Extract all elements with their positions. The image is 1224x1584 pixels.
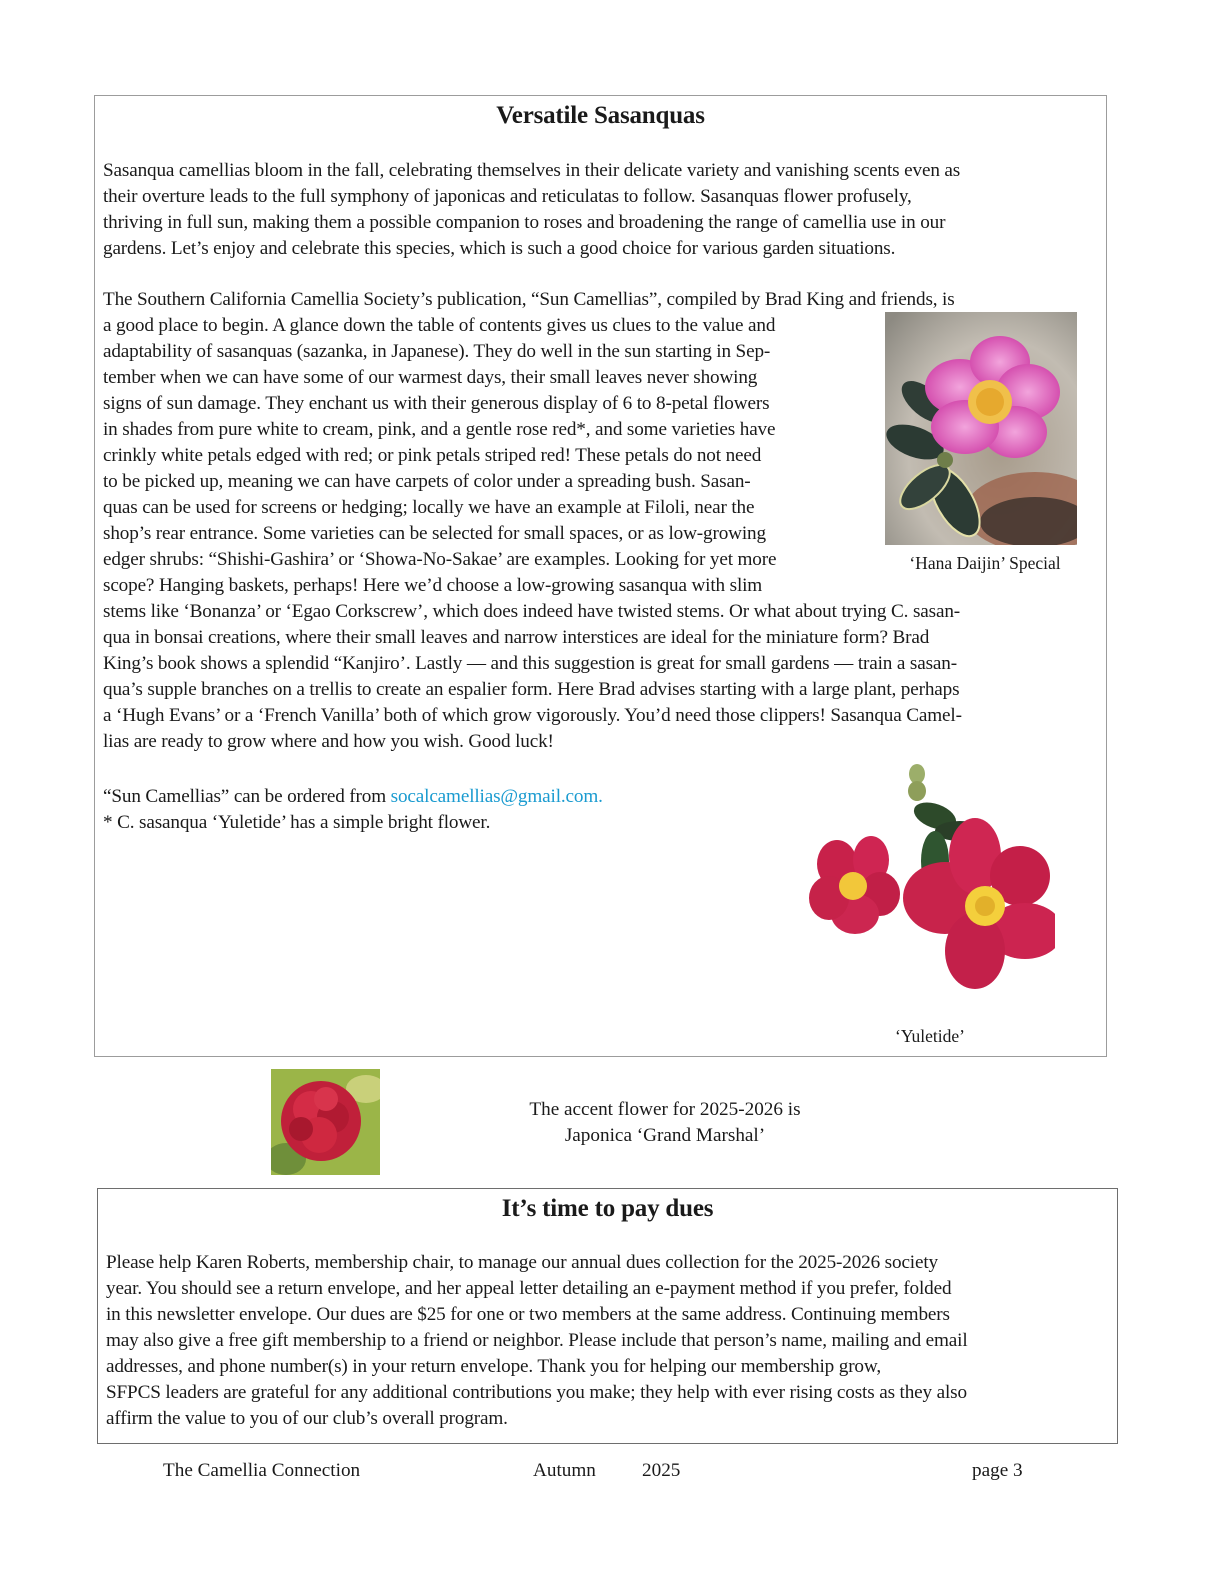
text-line: thriving in full sun, making them a possible companion to roses and broadening the range of camellia use in our <box>103 212 946 233</box>
footnote: * C. sasanqua ‘Yuletide’ has a simple bright flower. <box>103 812 491 833</box>
text-line: qua in bonsai creations, where their small leaves and narrow interstices are ideal for the miniature form? Brad <box>103 627 930 648</box>
text-line: scope? Hanging baskets, perhaps! Here we’d choose a low-growing sasanqua with slim <box>103 575 763 596</box>
text-line: King’s book shows a splendid “Kanjiro’. Lastly — and this suggestion is great for small gardens — train a sasan- <box>103 653 957 674</box>
accent-line-2: Japonica ‘Grand Marshal’ <box>564 1125 766 1146</box>
text-line: stems like ‘Bonanza’ or ‘Egao Corkscrew’, which does indeed have twisted stems. Or what about trying C. sasan- <box>103 601 961 622</box>
text-line: in shades from pure white to cream, pink, and a gentle rose red*, and some varieties have <box>103 419 776 440</box>
text-line: lias are ready to grow where and how you wish. Good luck! <box>103 731 554 752</box>
grand-marshal-photo <box>271 1069 380 1175</box>
text-line: The Southern California Camellia Society’s publication, “Sun Camellias”, compiled by Brad King and friends, is <box>103 289 955 310</box>
article-title: Versatile Sasanquas <box>496 102 705 129</box>
hana-daijin-caption: ‘Hana Daijin’ Special <box>909 553 1061 573</box>
article-versatile-sasanquas <box>94 95 1107 1057</box>
text-line: shop’s rear entrance. Some varieties can be selected for small spaces, or as low-growing <box>103 523 766 544</box>
text-line: a ‘Hugh Evans’ or a ‘French Vanilla’ both of which grow vigorously. You’d need those clippers! Sasanqua Camel- <box>103 705 962 726</box>
footer-page-number: page 3 <box>972 1460 1023 1481</box>
dues-paragraph <box>106 1250 968 1432</box>
accent-flower-announcement <box>470 1097 860 1149</box>
grand-marshal-flower-image <box>271 1069 380 1175</box>
order-text: “Sun Camellias” can be ordered from <box>103 786 391 807</box>
text-line: gardens. Let’s enjoy and celebrate this species, which is such a good choice for various garden situations. <box>103 238 896 259</box>
text-line: Please help Karen Roberts, membership chair, to manage our annual dues collection for the 2025-2026 society <box>106 1252 938 1273</box>
text-line: a good place to begin. A glance down the table of contents gives us clues to the value and <box>103 315 776 336</box>
accent-line-1: The accent flower for 2025-2026 is <box>529 1099 801 1120</box>
order-line <box>103 784 603 810</box>
footer-season: Autumn <box>533 1460 596 1481</box>
footer-publication: The Camellia Connection <box>163 1460 361 1481</box>
text-line: to be picked up, meaning we can have carpets of color under a spreading bush. Sasan- <box>103 471 751 492</box>
text-line: edger shrubs: “Shishi-Gashira’ or ‘Showa-No-Sakae’ are examples. Looking for yet more <box>103 549 777 570</box>
order-note <box>103 784 603 836</box>
yuletide-photo <box>795 756 1055 1006</box>
text-line: may also give a free gift membership to a friend or neighbor. Please include that person’s name, mailing and email <box>106 1330 968 1351</box>
text-line: signs of sun damage. They enchant us with their generous display of 6 to 8-petal flowers <box>103 393 770 414</box>
text-line: adaptability of sasanquas (sazanka, in Japanese). They do well in the sun starting in Sep- <box>103 341 771 362</box>
text-line: qua’s supple branches on a trellis to create an espalier form. Here Brad advises starting with a large plant, perhaps <box>103 679 960 700</box>
text-line: their overture leads to the full symphony of japonicas and reticulatas to follow. Sasanquas flower profusely, <box>103 186 912 207</box>
text-line: SFPCS leaders are grateful for any additional contributions you make; they help with ever rising costs as they also <box>106 1382 967 1403</box>
email-link[interactable]: socalcamellias@gmail.com. <box>390 786 603 807</box>
yuletide-caption: ‘Yuletide’ <box>895 1026 965 1046</box>
yuletide-flower-image <box>795 756 1055 1006</box>
article-pay-dues <box>97 1188 1118 1444</box>
text-line: Sasanqua camellias bloom in the fall, celebrating themselves in their delicate variety and vanishing scents even as <box>103 160 961 181</box>
text-line: crinkly white petals edged with red; or pink petals striped red! These petals do not need <box>103 445 762 466</box>
text-line: year. You should see a return envelope, and her appeal letter detailing an e-payment method if you prefer, folded <box>106 1278 952 1299</box>
text-line: tember when we can have some of our warmest days, their small leaves never showing <box>103 367 758 388</box>
hana-daijin-photo <box>885 312 1077 545</box>
text-line: affirm the value to you of our club’s overall program. <box>106 1408 508 1429</box>
intro-paragraph <box>103 158 960 262</box>
body-paragraph <box>103 287 962 755</box>
footer-year: 2025 <box>642 1460 681 1481</box>
text-line: in this newsletter envelope. Our dues are $25 for one or two members at the same address. Continuing members <box>106 1304 950 1325</box>
hana-daijin-flower-image <box>885 312 1077 545</box>
article-title: It’s time to pay dues <box>501 1195 714 1222</box>
text-line: addresses, and phone number(s) in your return envelope. Thank you for helping our membership grow, <box>106 1356 881 1377</box>
text-line: quas can be used for screens or hedging; locally we have an example at Filoli, near the <box>103 497 755 518</box>
